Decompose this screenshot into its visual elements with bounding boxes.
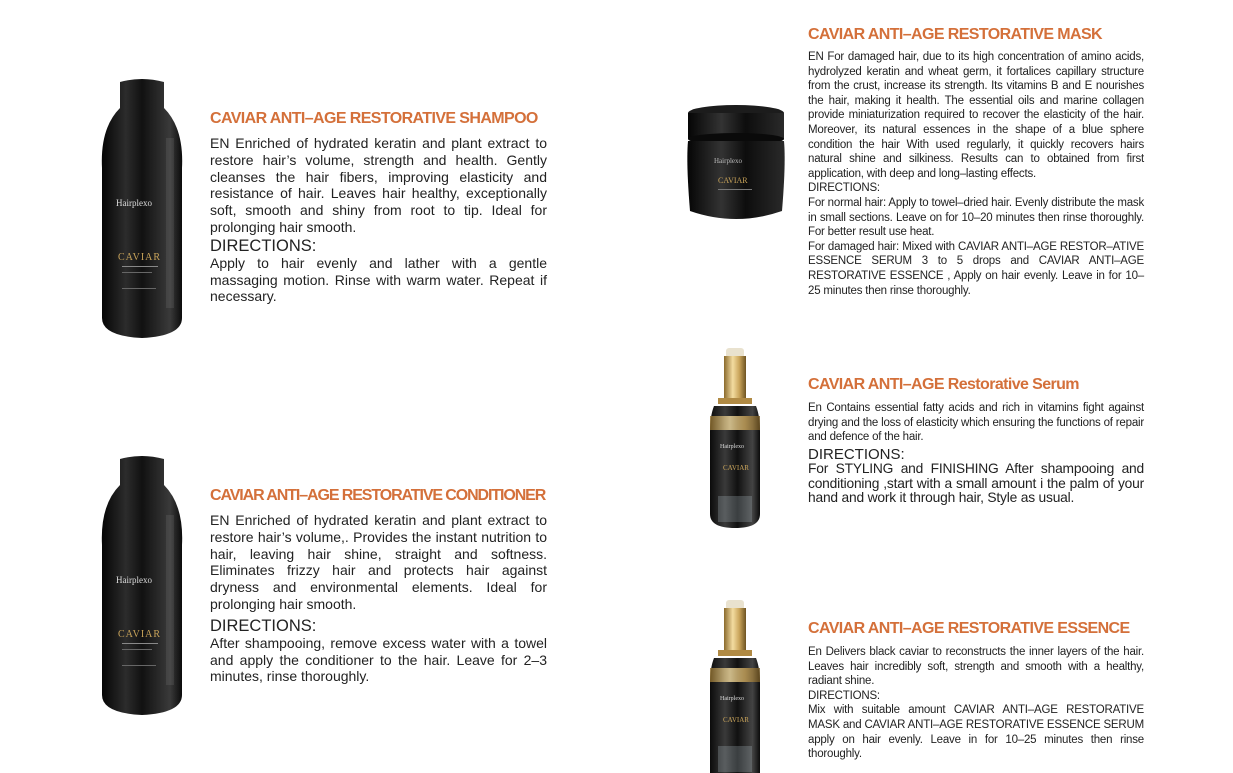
shampoo-section [210,110,547,305]
shampoo-description: EN Enriched of hydrated keratin and plant extract to restore hair’s volume, strength and health. Gently cleanses the hair fibers, improving elasticity and resistance of hair. Leaves hair healthy, exceptionally soft, smooth and shiny from root to tip. Ideal for prolonging hair smooth. [210,135,547,235]
bottle-brand-text: Hairplexo [116,198,152,208]
conditioner-bottle-image [96,455,188,717]
mask-jar-image [684,103,788,225]
conditioner-title: CAVIAR ANTI–AGE RESTORATIVE CONDITIONER [210,487,546,504]
shampoo-bottle-image [96,78,188,340]
mask-directions-label: DIRECTIONS: [808,182,880,195]
mask-section [808,26,1144,298]
shampoo-directions: Apply to hair evenly and lather with a gentle massaging motion. Rinse with warm water. Repeat if necessary. [210,254,547,305]
shampoo-directions-label: DIRECTIONS: [210,236,317,255]
shampoo-title: CAVIAR ANTI–AGE RESTORATIVE SHAMPOO [210,110,538,127]
conditioner-section [210,487,547,685]
essence-caviar-text: CAVIAR [723,716,749,724]
essence-section [808,620,1144,762]
essence-brand-text: Hairplexo [720,696,744,702]
serum-brand-text: Hairplexo [720,444,744,450]
conditioner-directions-label: DIRECTIONS: [210,616,317,635]
serum-description: En Contains essential fatty acids and rich in vitamins fight against drying and the loss of elasticity which ensuring the functions of repair and defence of the hair. [808,402,1144,444]
essence-directions-label: DIRECTIONS: [808,689,880,702]
serum-section [808,376,1144,506]
bottle-caviar-text: CAVIAR [118,629,162,640]
essence-bottle-image [704,598,766,773]
essence-title: CAVIAR ANTI–AGE RESTORATIVE ESSENCE [808,620,1130,637]
essence-directions: Mix with suitable amount CAVIAR ANTI–AGE RESTORATIVE MASK and CAVIAR ANTI–AGE RESTORATIVE ESSENCE SERUM apply on hair evenly. Leave in for 10–25 minutes then rinse thoroughly. [808,704,1144,761]
bottle-brand-text: Hairplexo [116,575,152,585]
bottle-caviar-text: CAVIAR [118,252,162,263]
serum-title: CAVIAR ANTI–AGE Restorative Serum [808,376,1079,393]
mask-title: CAVIAR ANTI–AGE RESTORATIVE MASK [808,26,1103,43]
mask-directions-damaged: For damaged hair: Mixed with CAVIAR ANTI–AGE RESTOR–ATIVE ESSENCE SERUM 3 to 5 drops and CAVIAR ANTI–AGE RESTORATIVE ESSENCE , Apply on hair evenly. Leave in for 10–25 minutes then rinse thoroughly. [808,240,1144,297]
serum-directions-label: DIRECTIONS: [808,445,905,463]
serum-bottle-image [704,346,766,530]
jar-brand-text: Hairplexo [714,157,742,165]
mask-description: EN For damaged hair, due to its high concentration of amino acids, hydrolyzed keratin and wheat germ, it fortalices capillary structure from the crust, increase its strength. Its vitamins B and E nourishes the hair, making it health. The essential oils and marine collagen provide miniaturization required to recover the elasticity of the hair. Moreover, its natural essences in the shape of a blue sphere condition the hair With used regularly, it quickly recovers hairs natural shine and silkiness. Results can to obtained from first application, with deep and long–lasting effects. [808,51,1144,180]
conditioner-description: EN Enriched of hydrated keratin and plant extract to restore hair’s volume,. Provides the instant nutrition to hair, leaving hair shine, straight and softness. Eliminates frizzy hair and protects hair against dryness and environmental elements. Ideal for prolonging hair smooth. [210,512,547,612]
essence-description: En Delivers black caviar to reconstructs the inner layers of the hair. Leaves hair incredibly soft, strength and smooth with a healthy, radiant shine. [808,646,1144,688]
conditioner-directions: After shampooing, remove excess water with a towel and apply the conditioner to the hair. Leave for 2–3 minutes, rinse thoroughly. [210,634,547,685]
serum-caviar-text: CAVIAR [723,464,749,472]
jar-caviar-text: CAVIAR [718,176,748,185]
serum-directions: For STYLING and FINISHING After shampooing and conditioning ,start with a small amount i the palm of your hand and work it through hair, Style as usual. [808,460,1144,506]
mask-directions-normal: For normal hair: Apply to towel–dried hair. Evenly distribute the mask in small sections. Leave on for 10–20 minutes then rinse thoroughly. For better result use heat. [808,196,1144,239]
